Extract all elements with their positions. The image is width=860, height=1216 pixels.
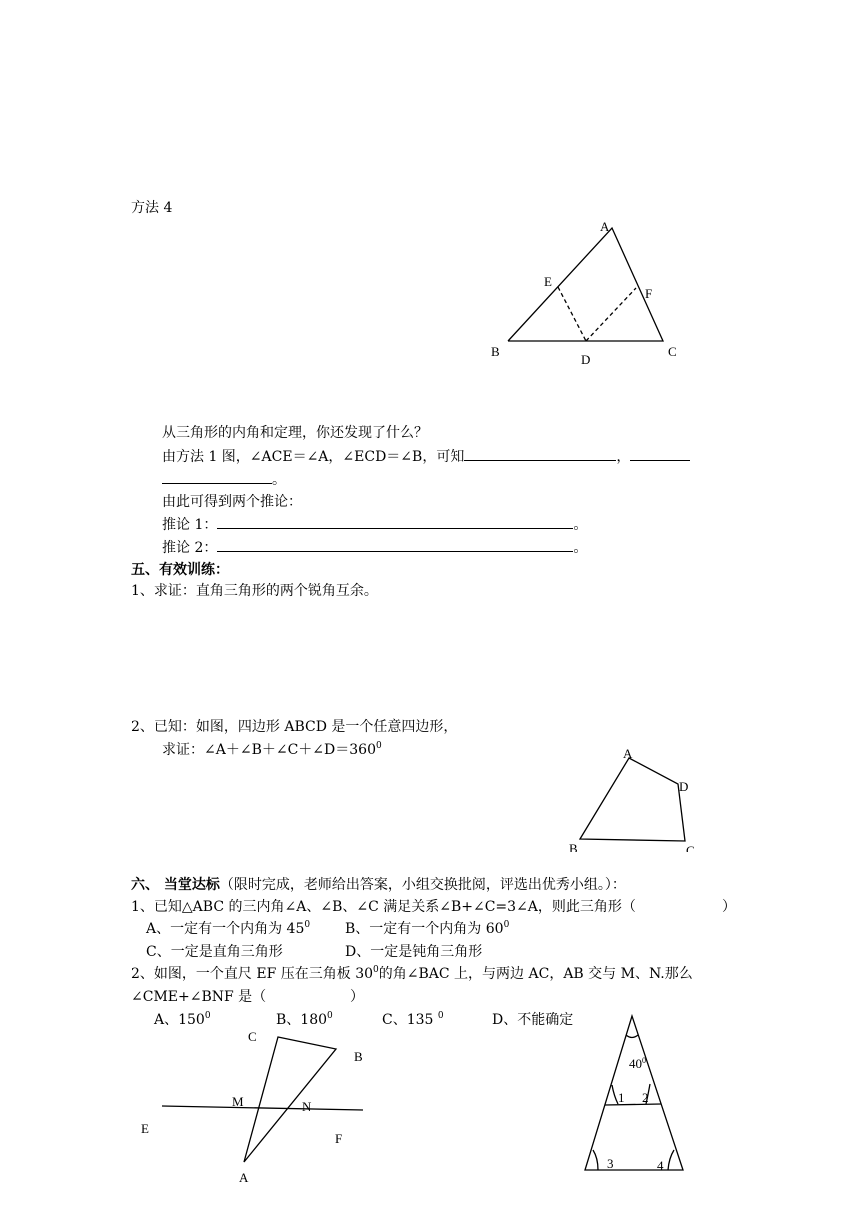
fig1-label-b: B bbox=[491, 344, 500, 359]
sec5-q1: 1、求证：直角三角形的两个锐角互余。 bbox=[131, 583, 378, 599]
sec6-optC: C、一定是直角三角形 bbox=[146, 944, 283, 960]
fig4-label-3: 3 bbox=[607, 1156, 614, 1171]
fig3-label-b: B bbox=[354, 1049, 363, 1064]
corollary-1: 推论 1： 。 bbox=[162, 517, 588, 533]
quadrilateral-figure bbox=[580, 758, 685, 841]
fig1-label-c: C bbox=[668, 344, 677, 359]
fig3-label-a: A bbox=[239, 1170, 249, 1185]
method4-label: 方法 4 bbox=[131, 200, 173, 216]
triangle-figure bbox=[508, 228, 663, 341]
fig1-label-a: A bbox=[600, 219, 610, 234]
sec6-q1: 1、已知△ABC 的三内角∠A、∠B、∠C 满足关系∠B+∠C=3∠A，则此三角形（ bbox=[131, 899, 636, 915]
sec6-q2: 2、如图，一个直尺 EF 压在三角板 $30^0$的角∠BAC 上，与两边 AC，AB 交与 M、N.那么 bbox=[131, 965, 693, 982]
fig4-label-1: 1 bbox=[618, 1090, 625, 1105]
answer-option-c: C、135 $^0$ bbox=[382, 1011, 444, 1028]
fig2-label-b: B bbox=[569, 841, 578, 856]
sec6-optA: A、一定有一个内角为 $45^0$ bbox=[146, 920, 311, 937]
fig1-label-f: F bbox=[645, 286, 653, 301]
sec6-q2-line2: ∠CME+∠BNF 是（ bbox=[131, 989, 267, 1005]
sec6-optD: D、一定是钝角三角形 bbox=[345, 944, 483, 960]
fig4-label-4: 4 bbox=[657, 1158, 664, 1173]
fig3-label-c: C bbox=[248, 1029, 257, 1044]
sec6-q1-close: ） bbox=[722, 899, 736, 915]
isosceles-triangle-figure bbox=[585, 1016, 683, 1170]
sec5-q2: 2、已知：如图，四边形 ABCD 是一个任意四边形， bbox=[131, 719, 458, 735]
fig4-label-2: 2 bbox=[642, 1090, 649, 1105]
section5-title: 五、有效训练： bbox=[131, 562, 229, 578]
sec6-optB: B、一定有一个内角为 $60^0$ bbox=[345, 920, 510, 937]
fig4-angle: $40^0$ bbox=[629, 1056, 646, 1071]
answer-option-a: A、$150^0$ bbox=[154, 1011, 211, 1028]
corollary-intro: 由此可得到两个推论： bbox=[162, 494, 302, 510]
sec6-q2-close: ） bbox=[350, 989, 364, 1005]
fig3-label-m: M bbox=[232, 1094, 244, 1109]
answer-option-b: B、$180^0$ bbox=[276, 1011, 333, 1028]
discover-question: 从三角形的内角和定理，你还发现了什么？ bbox=[162, 425, 428, 441]
discover-line2: 。 bbox=[162, 470, 286, 489]
fig1-label-d: D bbox=[581, 352, 591, 367]
sec5-q2-prove: 求证：$\angle A+\angle B+\angle C+\angle D=360^0$ bbox=[162, 741, 382, 758]
fig3-label-e: E bbox=[141, 1121, 149, 1136]
fig2-label-c: C bbox=[686, 843, 695, 858]
discover-line1: 由方法 1 图，∠ACE＝∠A，∠ECD＝∠B，可知 ， bbox=[162, 447, 690, 466]
fig2-label-d: D bbox=[679, 779, 689, 794]
fig3-label-f: F bbox=[335, 1131, 343, 1146]
fig2-label-a: A bbox=[623, 746, 633, 761]
fig3-label-n: N bbox=[302, 1099, 312, 1114]
corollary-2: 推论 2： 。 bbox=[162, 540, 588, 556]
fig1-label-e: E bbox=[544, 274, 552, 289]
section6-title: 六、 当堂达标（限时完成，老师给出答案，小组交换批阅，评选出优秀小组。）： bbox=[131, 877, 626, 893]
answer-option-d: D、不能确定 bbox=[492, 1012, 574, 1028]
ruler-triangle-figure bbox=[162, 1037, 363, 1162]
